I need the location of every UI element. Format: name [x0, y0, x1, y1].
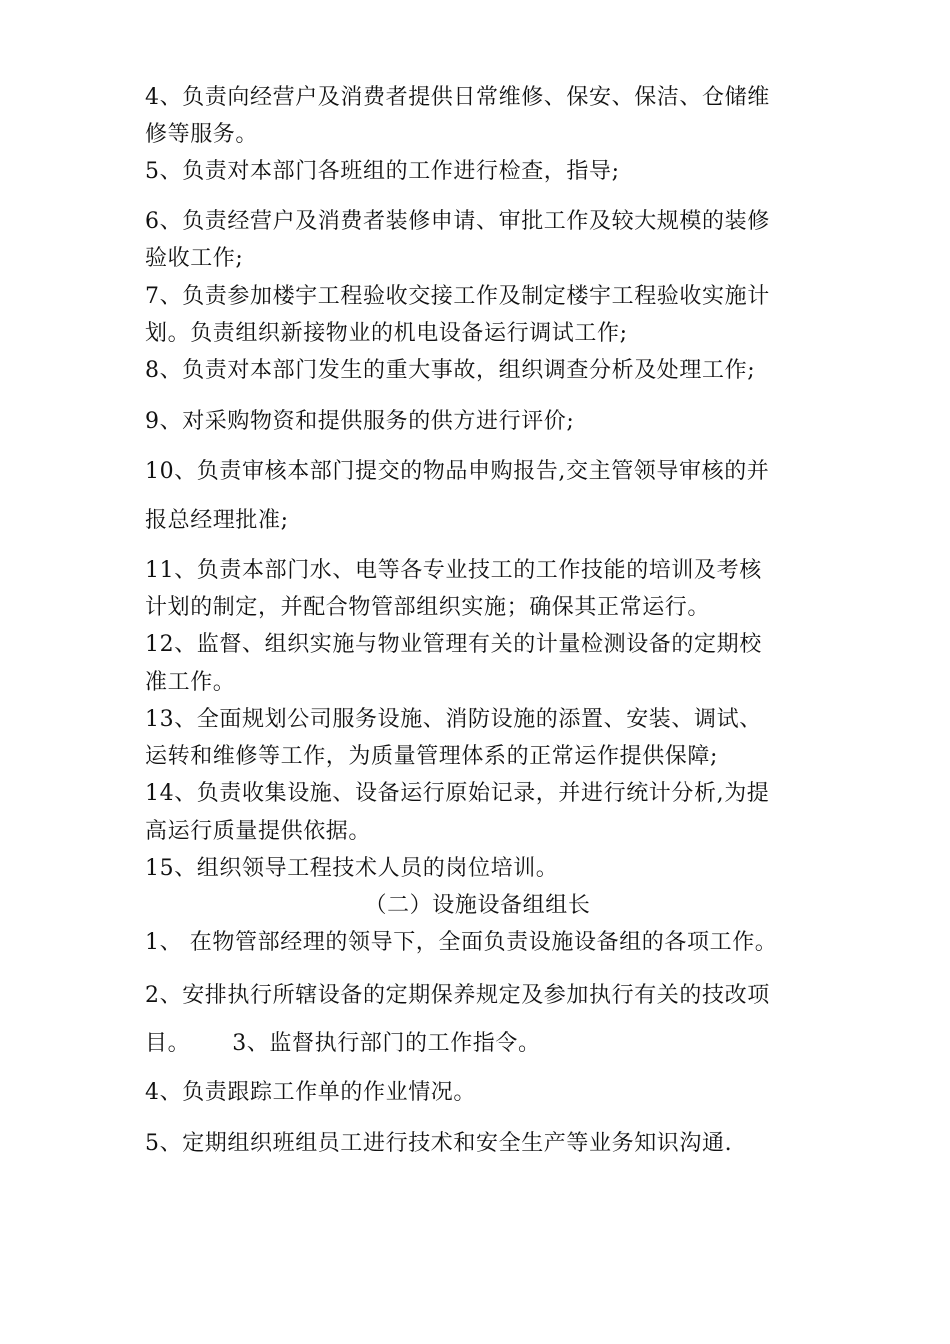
text-line: 高运行质量提供依据。: [145, 819, 372, 844]
text-line: 13、全面规划公司服务设施、消防设施的添置、安装、调试、: [145, 707, 762, 732]
text-line: 准工作。: [145, 670, 236, 695]
text-line: 1、 在物管部经理的领导下，全面负责设施设备组的各项工作。: [145, 930, 778, 955]
text-line: 计划的制定，并配合物管部组织实施；确保其正常运行。: [145, 595, 711, 620]
text-line: 2、安排执行所辖设备的定期保养规定及参加执行有关的技改项: [145, 983, 770, 1008]
text-line: 10、负责审核本部门提交的物品申购报告,交主管领导审核的并: [145, 459, 770, 484]
text-line: 修等服务。: [145, 122, 259, 147]
text-line: 11、负责本部门水、电等各专业技工的工作技能的培训及考核: [145, 558, 762, 583]
split-line-left: 目。: [145, 1031, 191, 1056]
text-line: 验收工作;: [145, 246, 244, 271]
text-line: 6、负责经营户及消费者装修申请、审批工作及较大规模的装修: [145, 209, 770, 234]
text-line: 报总经理批准;: [145, 508, 289, 533]
text-line: 划。负责组织新接物业的机电设备运行调试工作;: [145, 321, 628, 346]
text-line: 4、负责向经营户及消费者提供日常维修、保安、保洁、仓储维: [145, 85, 770, 110]
text-line: 15、组织领导工程技术人员的岗位培训。: [145, 856, 559, 881]
text-line: 12、监督、组织实施与物业管理有关的计量检测设备的定期校: [145, 632, 762, 657]
text-line: 5、定期组织班组员工进行技术和安全生产等业务知识沟通.: [145, 1131, 733, 1156]
text-line: 7、负责参加楼宇工程验收交接工作及制定楼宇工程验收实施计: [145, 284, 770, 309]
split-line-right: 3、监督执行部门的工作指令。: [232, 1031, 541, 1056]
text-line: 运转和维修等工作，为质量管理体系的正常运作提供保障;: [145, 744, 719, 769]
text-line: 4、负责跟踪工作单的作业情况。: [145, 1080, 476, 1105]
text-line: 9、对采购物资和提供服务的供方进行评价;: [145, 409, 575, 434]
text-line: 5、负责对本部门各班组的工作进行检查，指导;: [145, 159, 620, 184]
section-heading: （二）设施设备组组长: [364, 893, 591, 918]
split-text-line: [145, 1030, 810, 1058]
text-line: 14、负责收集设施、设备运行原始记录，并进行统计分析,为提: [145, 781, 770, 806]
text-line: 8、负责对本部门发生的重大事故，组织调查分析及处理工作;: [145, 358, 756, 383]
